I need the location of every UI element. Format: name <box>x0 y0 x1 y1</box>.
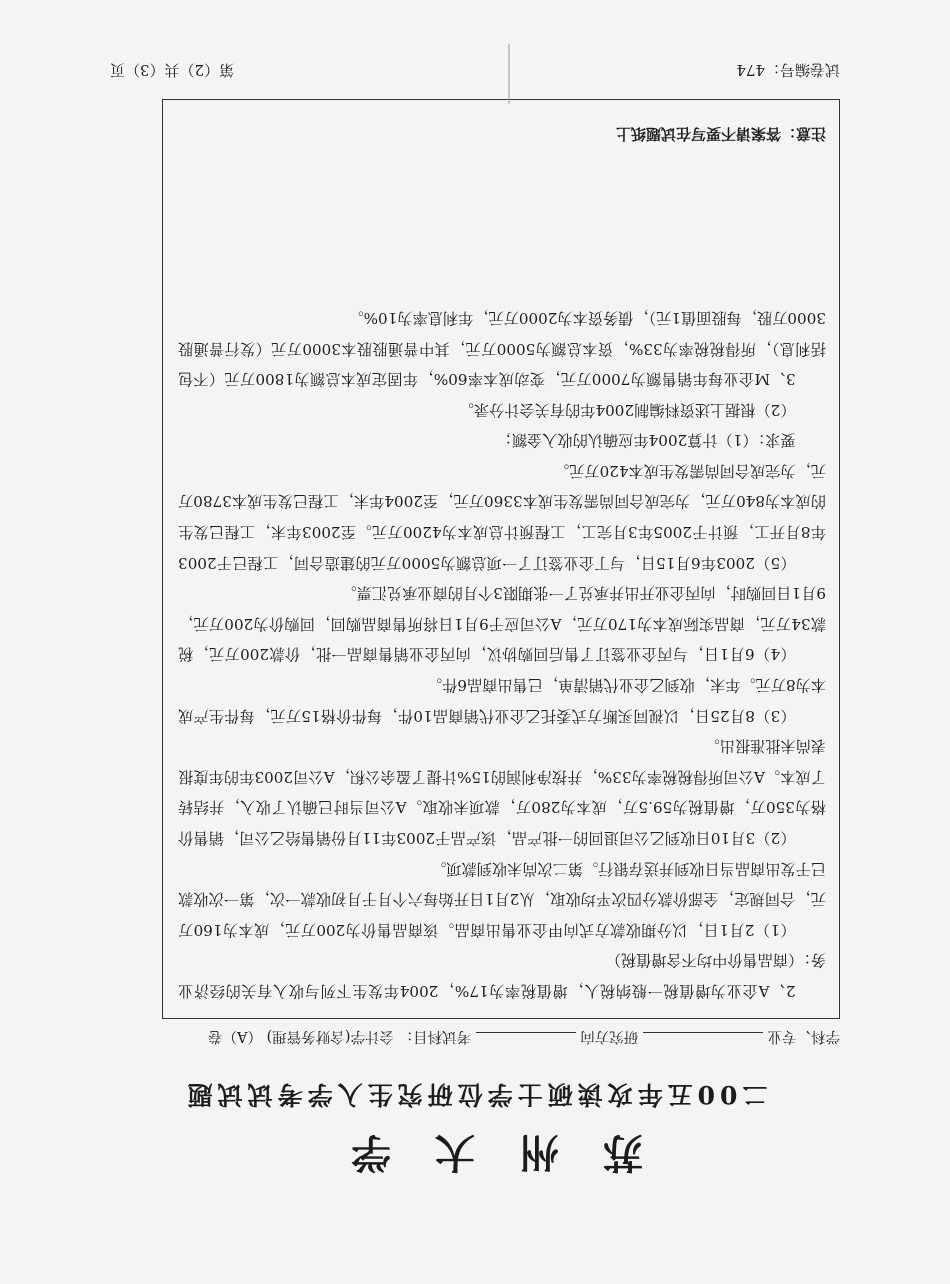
page-number: 第（2）共（3）页 <box>110 61 235 79</box>
scan-mark <box>508 44 510 104</box>
question-2-requirement-1: 要求：（1）计算2004年应确认的收入金额； <box>496 431 796 450</box>
question-content <box>178 302 826 1006</box>
subject-blank <box>643 1032 763 1033</box>
paper-type: （A）卷 <box>208 1028 263 1044</box>
subject-label: 学科、专业 <box>767 1028 840 1044</box>
question-3: 3、M企业每年销售额为7000万元，变动成本率60%，年固定成本总额为1800万元（不包括利息），所得税税率为33%，资本总额为5000万元，其中普通股股本3000万元（发行普通股3000万股，每股面值1元），债务资本为2000万元，年利息率为10%。 <box>178 308 826 389</box>
question-2-item-2: （2）3月10日收到乙公司退回的一批产品，该产品于2003年11月份销售给乙公司，销售价格为350万，增值税为59.5万，成本为280万，款项未收取。A公司当时已确认了收入，并结转了成本。A公司所得税税率为33%，并按净利润的15%计提了盈余公积，A公司2003年的年度报表尚未批准报出。 <box>178 737 826 848</box>
question-2-item-5: （5）2003年6月15日，与丁企业签订了一项总额为5000万元的建造合同，工程已于2003年8月开工，预计于2005年3月完工，工程预计总成本为4200万元。至2003年末，工程已发生的成本为840万元，为完成合同尚需发生成本3360万元，至2004年末，工程已发生成本3780万元，为完成合同尚需发生成本420万元。 <box>178 461 826 572</box>
question-2-item-1: （1）2月1日，以分期收款方式向甲企业售出商品。该商品售价为200万元，成本为160万元，合同规定，全部价款分四次平均收取，从2月1日开始每六个月于月初收款一次，第一次收款已于发出商品当日收到并送存银行。第二次尚未收到款项。 <box>178 859 826 939</box>
question-2-requirement-2: （2）根据上述资料编制2004年的有关会计分录。 <box>458 400 796 419</box>
direction-label: 研究方向 <box>580 1028 639 1044</box>
exam-title: 二00五年攻读硕士学位研究生入学考试试题 <box>182 1080 768 1109</box>
paper-code: 试卷编号：474 <box>736 61 840 79</box>
answer-note: 注意：答案请不要写在试题纸上 <box>615 125 826 143</box>
course-label: 考试科目： <box>398 1028 472 1044</box>
question-2-item-3: （3）8月25日，以视同买断方式委托乙企业代销商品10件，每件价格15万元，每件生产成本为8万元。年末，收到乙企业代销清单，已售出商品6件。 <box>178 676 826 725</box>
direction-blank <box>476 1032 576 1033</box>
course-value: 会计学(含财务管理) <box>266 1028 394 1044</box>
question-2-item-4: （4）6月1日，与丙企业签订了售后回购协议，向丙企业销售商品一批，价款200万元，税款34万元，商品实际成本为170万元，A公司应于9月1日将所售商品购回，回购价为200万元，9月1日回购时，向丙企业开出并承兑了一张期限3个月的商业承兑汇票。 <box>178 584 826 664</box>
university-name: 苏州大学 <box>307 1129 643 1176</box>
exam-info-line <box>100 1027 840 1048</box>
question-2-intro: 2、A企业为增值税一般纳税人，增值税率为17%，2004年发生下列与收入有关的经济业务：（商品售价中均不含增值税） <box>178 951 826 1000</box>
